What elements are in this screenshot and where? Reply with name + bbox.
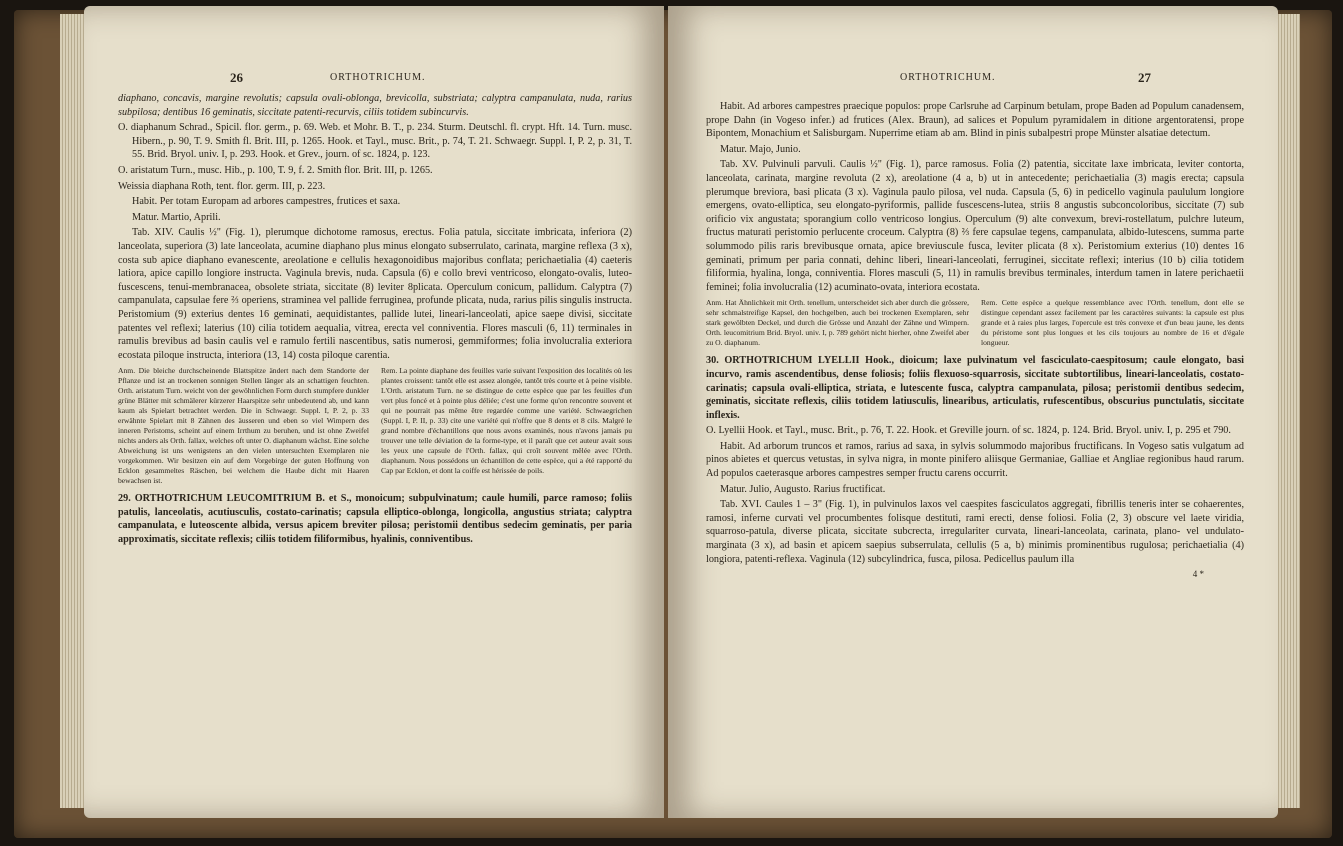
- species-30-heading: 30. ORTHOTRICHUM LYELLII Hook., dioicum; laxe pulvinatum vel fasciculato-caespitosum; caule elongato, basi incurvo, ramis ascendentibus, dense foliosis; foliis flexuoso-squarrosis, siccitate subtortilibus, lineari-lanceolatis, costato-carinatis; capsula ovali-elliptica, striata, e lutescente fusca, calyptra campanulata, pilosa; peristomii dentibus sedecim, geminatis, siccitate reflexis, ciliis totidem latiusculis, linearibus, articulatis, rufescentibus, obscurius punctulatis, siccitate inflexis.: [706, 355, 1244, 421]
- right-maturation: Matur. Majo, Junio.: [720, 143, 801, 155]
- left-page-number: 26: [230, 70, 243, 85]
- left-diagnosis-end: diaphano, concavis, margine revolutis; capsula ovali-oblonga, brevicolla, substriata; calyptra campanulata, nuda, rarius subpilosa; dentibus 16 geminatis, siccitate patenti-recurvis, ciliis totidem subincurvis.: [118, 93, 632, 118]
- right-running-head: ORTHOTRICHUM.: [900, 72, 996, 83]
- left-synonym-2: O. aristatum Turn., musc. Hib., p. 100, T. 9, f. 2. Smith flor. Brit. III, p. 1265.: [118, 164, 433, 176]
- right-note-german: Anm. Hat Ähnlichkeit mit Orth. tenellum, unterscheidet sich aber durch die grössere, sehr schmalstreifige Kapsel, den hochgelben, auch bei trockenen Exemplaren, sehr stark gewölbten Deckel, und durch die Grösse und Anzahl der Zähne und Wimpern. Orth. leucomitrium Brid. Bryol. univ. I, p. 789 gehört nicht hierher, ohne Zweifel aber zu O. diaphanum.: [706, 298, 969, 348]
- left-synonym-3: Weissia diaphana Roth, tent. flor. germ. III, p. 223.: [118, 180, 326, 192]
- right-note-french: Rem. Cette espèce a quelque ressemblance avec l'Orth. tenellum, dont elle se distingue cependant assez facilement par les caractères suivants: la capsule est plus grande et à raies plus larges, l'opercule est très convexe et d'un beau jaune, les dents du péristome sont plus longues et les cils toujours au nombre de 16 et d'égale longueur.: [981, 298, 1244, 348]
- left-maturation: Matur. Martio, Aprili.: [132, 211, 221, 223]
- left-notes-columns: [118, 366, 632, 486]
- species-30-habitat: Habit. Ad arborum truncos et ramos, rarius ad saxa, in sylvis solummodo majoribus fructificans. In Vogeso satis vulgatum ad pinos abietes et quercus vetustas, in sylva nigra, in monte pinifero aliisque Germaniae, Galliae et Angliae regionibus haud rarum. Ad populos caeterasque arbores campestres semper fructu carens occurrit.: [706, 440, 1244, 480]
- right-notes-columns: [706, 298, 1244, 348]
- left-tab-description: Tab. XIV. Caulis ½" (Fig. 1), plerumque dichotome ramosus, erectus. Folia patula, siccitate imbricata, inferiora (2) lanceolata, superiora (3) late lanceolata, acumine diaphano plus minus elongato subserrulato, carinata, margine reflexa (3 x), costa sub apice diaphano evanescente, areolatione e cellulis hexagonoidibus majoribus conflata; perichaetialia (4) caeteris latiora, apice capillo longiore instructa. Vaginula brevis, nuda. Capsula (6) e collo brevi ventricoso, elongato-ovalis, luteo-fuscescens, tenui-membranacea, obsolete striata, siccitate (8) leviter 8plicata. Operculum conicum, pallidum. Calyptra (7) campanulata, capsulae fere ⅔ operiens, straminea vel pallide ferruginea, profunde plicata, nuda, rarius pilis singulis instructa. Peristomium (9) exterius dentes 16 geminati, aequidistantes, pallide lutei, lineari-lanceolati, apice saepe divisi, siccitate patentes vel reflexi; laterius (10) cilia totidem aequalia, vitrea, erecta vel conniventia. Flores masculi (6, 11) terminales in ramulis brevibus ad basin caulis vel e ramulo fertili nascentibus, satis numerosi, gemmiformes; folia involucralia exteriora ecostata piloque instructa, interiora (13, 14) costa piloque carentia.: [118, 227, 632, 361]
- left-note-french: Rem. La pointe diaphane des feuilles varie suivant l'exposition des localités où les plantes croissent: tantôt elle est assez alongée, tantôt très courte et à peine visible. L'Orth. aristatum Turn. ne se distingue de cette espèce que par les feuilles d'un vert plus foncé et à pointe plus déliée; c'est une forme qu'on rencontre souvent et qui ne pourrait pas même être regardée comme une variété. Schwaegrichen (Suppl. I, P. II, p. 33) cite une variété qui n'offre que 8 dents et 8 cils. Malgré le grand nombre d'échantillons que nous avons examinés, nous n'avons jamais pu trouver une telle déviation de la forme-type, et il paraît que cet auteur avait sous les yeux une capsule de l'Orth. fallax, qui croît souvent mêlée avec l'Orth. diaphanum. Nous possédons un échantillon de cette espèce, qui a été rapporté du Cap par Ecklon, et dont la coiffe est hérissée de poils.: [381, 366, 632, 476]
- right-text-block: [706, 100, 1244, 584]
- right-habitat: Habit. Ad arbores campestres praecique populos: prope Carlsruhe ad Carpinum betulam, prope Baden ad Populum canadensem, prope Dahn (in Vogeso infer.) ad frutices (Alex. Braun), ad salices et Populum pyramidalem in ditione argentoratensi, prope Bipontem, Monachium et Salisburgam. Nuperrime etiam ab am. Blind in pinis subalpestri prope Münster alsatiae detectum.: [706, 101, 1244, 140]
- species-30-maturation: Matur. Julio, Augusto. Rarius fructificat.: [720, 483, 886, 495]
- right-page-number: 27: [1138, 70, 1151, 85]
- signature-mark: 4 *: [1192, 569, 1204, 580]
- left-note-german: Anm. Die bleiche durchscheinende Blattspitze ändert nach dem Standorte der Pflanze und ist an trockenen sonnigen Stellen länger als an schattigen feuchten. Orth. aristatum Turn. weicht von der gewöhnlichen Form durch stumpfere dunkler grüne Blätter mit schmälerer kürzerer Haarspitze sehr unbedeutend ab, und kann kaum als Spielart betrachtet werden. Die in Schwaegr. Suppl. I, P. 2, p. 33 erwähnte Spielart mit 8 Zähnen des äusseren und eben so viel Wimpern des inneren Peristoms, scheint auf einem Irrthum zu beruhen, und ist ohne Zweifel nichts anders als Orth. fallax, welches oft unter O. diaphanum wächst. Eine solche Abweichung ist uns wenigstens an den vielen untersuchten Exemplaren nie vorgekommen. Wir besitzen ein auf dem Vorgebirge der guten Hoffnung von Ecklon gesammeltes Räschen, bei welchem die Haube dicht mit Haaren bewachsen ist.: [118, 366, 369, 486]
- left-text-block: [118, 92, 632, 549]
- left-running-head: ORTHOTRICHUM.: [330, 72, 426, 83]
- right-tab-description: Tab. XV. Pulvinuli parvuli. Caulis ½" (Fig. 1), parce ramosus. Folia (2) patentia, siccitate laxe imbricata, leviter contorta, lanceolata, carinata, margine revoluta (2 x), areolatione (4 a, b) ut in antecedente; perichaetialia (3) magis erecta; capsula plerumque breviora, basi plicata (3 x). Vaginula paulo pilosa, vel nuda. Capsula (5, 6) in pedicello vaginula paululum longiore emergens, ovato-elliptica, seu elongato-pyriformis, pallide fuscescens-lutea, striis 8 angustis subconcoloribus, siccitate (7) sub orificio vix angustata; sporangium collo ventricoso longius. Operculum (9) alte convexum, brevi-rostellatum, pulchre luteum, fructus maturati peristomio perlucente croceum. Calyptra (8) ⅔ fere capsulae tegens, campanulata, albido-lutescens, summa parte solummodo pilis raris brevibusque ornata, apice breviuscule fusca, leviter plicata (8 x). Peristomium exterius (10) dentes 16 geminati, primum per paria connati, dehinc liberi, lineari-lanceolati, ferruginei, siccitate reflexi; interius (10 b) cilia totidem filiformia, hyalina, longa, conniventia. Flores masculi (5, 11) in ramulis brevibus terminales, interdum tamen in latere perichaetii feminei; folia involucralia (12) acuminato-ovata, interiora ecostata.: [706, 159, 1244, 293]
- species-30-tab: Tab. XVI. Caules 1 – 3" (Fig. 1), in pulvinulos laxos vel caespites fasciculatos aggregati, fibrillis teneris inter se cohaerentes, ramosi, inferne curvati vel procumbentes folisque destituti, rami erecti, dense foliosi. Folia (2, 3) obscure vel laete viridia, squarroso-patula, diverse plicata, siccitate subcrecta, irregulariter curvata, lineari-lanceolata, carinata, plano- vel undulato-marginata (3 x), ad basin et apicem saepius subserrulata, cellulis (5 a, b) minimis prominentibus rugulosa; perichaetialia (4) longiora, patenti-reflexa. Vaginula (12) subcylindrica, fusca, pilosa. Pedicellus paulum illa: [706, 499, 1244, 565]
- species-30-synonym: O. Lyellii Hook. et Tayl., musc. Brit., p. 76, T. 22. Hook. et Greville journ. of sc. 1824, p. 124. Brid. Bryol. univ. I, p. 295 et 790.: [706, 425, 1231, 437]
- left-synonym-1: O. diaphanum Schrad., Spicil. flor. germ., p. 69. Web. et Mohr. B. T., p. 234. Sturm. Deutschl. fl. crypt. Hft. 14. Turn. musc. Hibern., p. 90, T. 9. Smith fl. Brit. III, p. 1265. Hook. et Tayl., musc. Brit., p. 74, T. 21. Schwaegr. Suppl. I, P. 2, p. 31, T. 55. Brid. Bryol. univ. I, p. 293. Hook. et Grev., journ. of sc. 1824, p. 123.: [118, 122, 632, 161]
- left-habitat: Habit. Per totam Europam ad arbores campestres, frutices et saxa.: [132, 196, 401, 208]
- species-29-heading: 29. ORTHOTRICHUM LEUCOMITRIUM B. et S., monoicum; subpulvinatum; caule humili, parce ramoso; foliis patulis, lanceolatis, acutiusculis, costato-carinatis; capsula elliptico-oblonga, longicolla, angustius striata; calyptra campanulata, e luteoscente albida, versus apicem breviter pilosa; peristomii dentibus sedecim geminatis, per paria approximatis, siccitate reflexis; ciliis totidem filiformibus, hyalinis, conniventibus.: [118, 493, 632, 546]
